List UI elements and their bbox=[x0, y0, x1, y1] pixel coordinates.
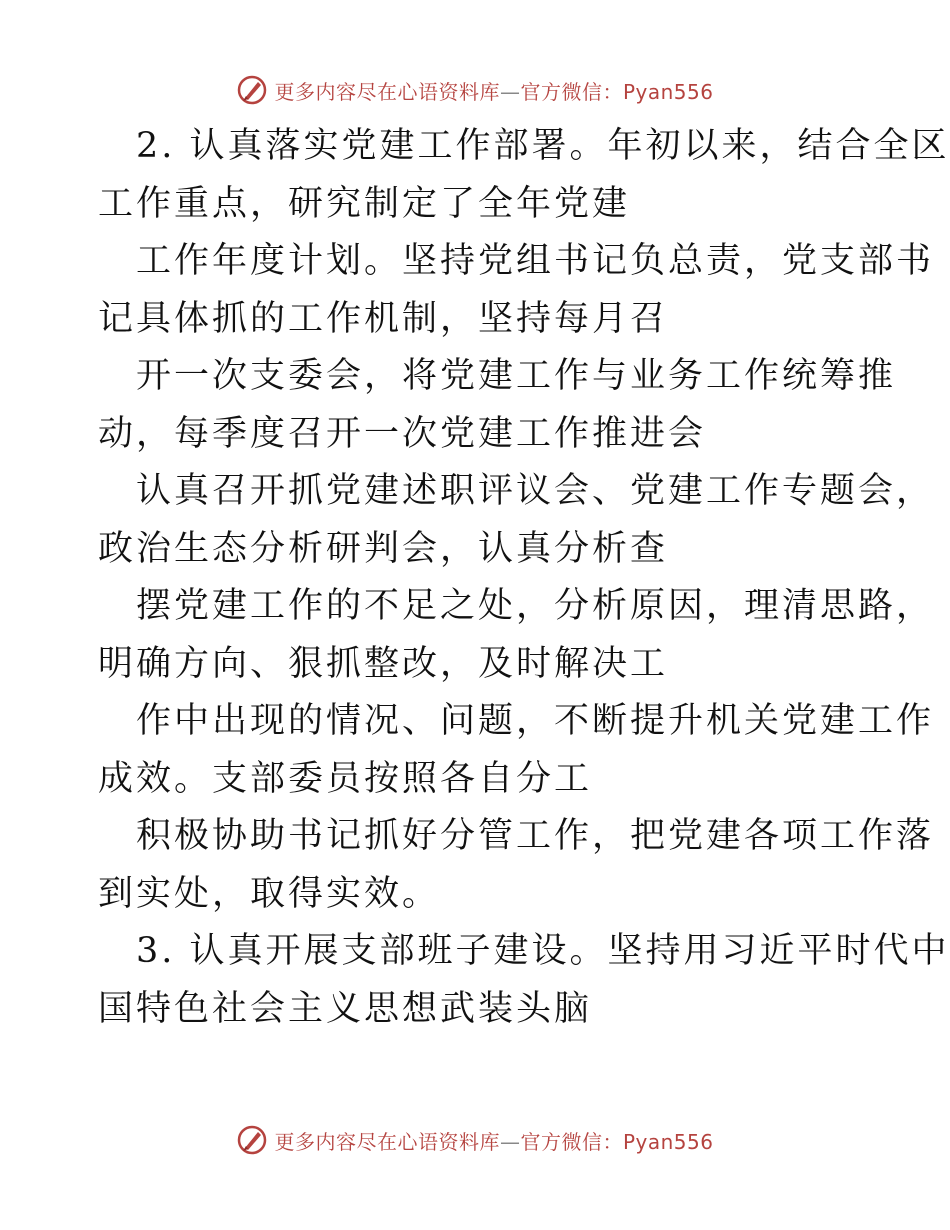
banner-contact-text: 官方微信：Pyan556 bbox=[520, 1129, 714, 1154]
paragraph bbox=[98, 233, 935, 348]
header-watermark-banner bbox=[0, 70, 950, 110]
paragraph-line: 认真召开抓党建述职评议会、党建工作专题会， bbox=[136, 471, 935, 511]
paragraph-line: 政治生态分析研判会，认真分析查 bbox=[98, 528, 669, 569]
paragraph bbox=[98, 923, 950, 1038]
paragraph-line: 开一次支委会，将党建工作与业务工作统筹推 bbox=[136, 356, 897, 396]
footer-watermark-banner bbox=[0, 1120, 950, 1160]
paragraph-line: 记具体抓的工作机制，坚持每月召 bbox=[98, 298, 669, 339]
paragraph-line: 工作年度计划。坚持党组书记负总责，党支部书 bbox=[136, 241, 935, 281]
paragraph-line: 3. 认真开展支部班子建设。坚持用习近平时代中 bbox=[136, 931, 950, 971]
paragraph-line: 摆党建工作的不足之处，分析原因，理清思路， bbox=[136, 586, 935, 626]
banner-separator: — bbox=[499, 79, 521, 104]
paragraph-line: 成效。支部委员按照各自分工 bbox=[98, 758, 593, 799]
banner-separator: — bbox=[499, 1129, 521, 1154]
paragraph-line: 到实处，取得实效。 bbox=[98, 873, 441, 914]
paragraph bbox=[98, 578, 935, 693]
paragraph-line: 作中出现的情况、问题，不断提升机关党建工作 bbox=[136, 701, 935, 741]
banner-site-text: 更多内容尽在心语资料库 bbox=[274, 79, 500, 104]
paragraph-line: 明确方向、狠抓整改，及时解决工 bbox=[98, 643, 669, 684]
banner-contact-text: 官方微信：Pyan556 bbox=[520, 79, 714, 104]
banner-site-text: 更多内容尽在心语资料库 bbox=[274, 1129, 500, 1154]
document-body bbox=[98, 118, 950, 1038]
paragraph bbox=[98, 808, 935, 923]
quill-pen-logo-icon bbox=[236, 1124, 268, 1156]
paragraph bbox=[98, 693, 935, 808]
paragraph-line: 积极协助书记抓好分管工作，把党建各项工作落 bbox=[136, 816, 935, 856]
paragraph-line: 工作重点，研究制定了全年党建 bbox=[98, 183, 631, 224]
quill-pen-logo-icon bbox=[236, 74, 268, 106]
paragraph-line: 国特色社会主义思想武装头脑 bbox=[98, 988, 593, 1029]
paragraph bbox=[98, 348, 897, 463]
paragraph-line: 动，每季度召开一次党建工作推进会 bbox=[98, 413, 707, 454]
paragraph bbox=[98, 463, 935, 578]
paragraph-line: 2. 认真落实党建工作部署。年初以来，结合全区 bbox=[136, 126, 950, 166]
paragraph bbox=[98, 118, 950, 233]
